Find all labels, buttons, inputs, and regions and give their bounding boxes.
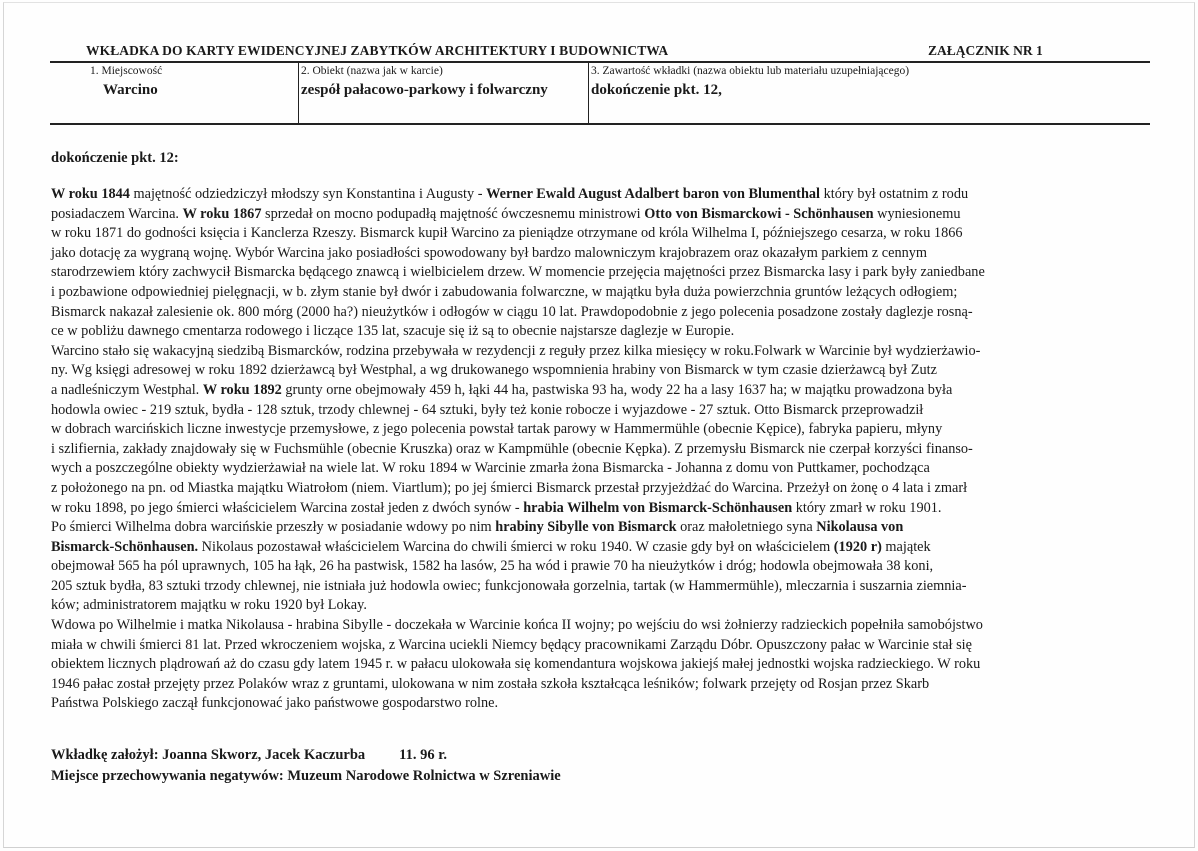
text-segment: z położonego na pn. od Miastka majątku Wiatrołom (niem. Viartlum); po jej śmierci Bismarck przestał przyjeżdżać do Warcina. Przeżył on żonę o 4 lata i zmarł xyxy=(51,479,968,496)
body-line xyxy=(51,303,1161,323)
text-segment: w roku 1871 do godności księcia i Kanclerza Rzeszy. Bismarck kupił Warcino za pieniądze otrzymane od króla Wilhelma I, późniejszego cesarza, w roku 1866 xyxy=(51,225,963,242)
bold-text: Nikolausa von xyxy=(816,519,904,536)
bold-text: hrabia Wilhelm von Bismarck-Schönhausen xyxy=(523,499,793,516)
locality-value: Warcino xyxy=(103,82,158,98)
text-segment: Po śmierci Wilhelma dobra warcińskie przeszły w posiadanie wdowy po nim xyxy=(51,519,496,536)
text-segment: sprzedał on mocno podupadłą majętność ówczesnemu ministrowi xyxy=(261,205,645,222)
text-segment: Wdowa po Wilhelmie i matka Nikolausa - hrabina Sibylle - doczekała w Warcinie końca II wojny; po wejściu do wsi żołnierzy radzieckich popełniła samobójstwo xyxy=(51,617,983,634)
text-segment: Bismarck nakazał zalesienie ok. 800 mórg (2000 ha?) nieużytków i odłogów w ciągu 10 lat. Prawdopodobnie z jego polecenia posadzone zostały daglezje rosną- xyxy=(51,303,973,320)
text-segment: jako dotację za wygraną wojnę. Wybór Warcina jako posiadłości spowodowany był bardzo malowniczym krajobrazem oraz okazałym parkiem z cennym xyxy=(51,244,928,261)
body-line xyxy=(51,616,1161,636)
body-line xyxy=(51,479,1161,499)
text-segment: który był ostatnim z rodu xyxy=(820,186,969,202)
text-segment: i szlifiernia, zakłady znajdowały się w Fuchsmühle (obecnie Kruszka) oraz w Kampmühle (obecnie Kępka). Z przemysłu Bismarck nie czerpał korzyści finanso- xyxy=(51,440,973,457)
text-segment: posiadaczem Warcina. xyxy=(51,205,183,222)
bold-text: W roku 1867 xyxy=(182,205,262,222)
body-line xyxy=(51,636,1161,656)
text-segment: obejmował 565 ha pól uprawnych, 105 ha łąk, 26 ha pastwisk, 1582 ha lasów, 25 ha wód i prawie 70 ha nieużytków i dróg; hodowla obejmowała 38 koni, xyxy=(51,558,934,575)
text-segment: a nadleśniczym Westphal. xyxy=(51,381,203,398)
text-segment: Warcino stało się wakacyjną siedzibą Bismarcków, rodzina przebywała w rezydencji z reguły przez kilka miesięcy w roku.Folwark w Warcinie był wydzierżawio- xyxy=(51,342,981,359)
text-segment: 205 sztuk bydła, 83 sztuki trzody chlewnej, nie istniała już hodowla owiec; funkcjonowała gorzelnia, tartak (w Hammermühle), mleczarnia i suszarnia ziemnia- xyxy=(51,577,967,594)
text-segment: grunty orne obejmowały 459 h, łąki 44 ha, pastwiska 93 ha, wody 22 ha a lasy 1637 ha; w majątku prowadzona była xyxy=(281,381,953,398)
text-segment: majętność odziedziczył młodszy syn Konstantina i Augusty - xyxy=(129,186,487,202)
header-rule xyxy=(50,61,1150,63)
body-line xyxy=(51,420,1161,440)
text-segment: oraz małoletniego syna xyxy=(676,519,817,536)
appendix-number: ZAŁĄCZNIK NR 1 xyxy=(928,43,1043,58)
body-line xyxy=(51,401,1161,421)
entry-date: 11. 96 r. xyxy=(399,747,447,763)
text-segment: Państwa Polskiego zaczął funkcjonować jako państwowe gospodarstwo rolne. xyxy=(51,695,499,712)
body-line xyxy=(51,361,1161,381)
body-line xyxy=(51,322,1161,342)
bold-text: Bismarck-Schönhausen. xyxy=(51,538,199,555)
body-line xyxy=(51,381,1161,401)
body-line xyxy=(51,577,1161,597)
body-line xyxy=(51,185,1161,205)
text-segment: 1946 pałac został przejęty przez Polaków wraz z gruntami, ulokowana w nim została szkoła kształcąca leśników; folwark przejęty od Rosjan przez Skarb xyxy=(51,675,930,692)
content-label: 3. Zawartość wkładki (nazwa obiektu lub materiału uzupełniającego) xyxy=(591,65,910,77)
footer-authors xyxy=(51,747,447,764)
text-segment: w roku 1898, po jego śmierci właścicielem Warcina został jeden z dwóch synów - xyxy=(51,499,524,516)
body-line xyxy=(51,244,1161,264)
bold-text: W roku 1892 xyxy=(202,381,282,398)
body-line xyxy=(51,518,1161,538)
text-segment: ce w pobliżu dawnego cmentarza rodowego i liczące 135 lat, szacuje się iż są to obecnie najstarsze daglezje w Europie. xyxy=(51,323,735,340)
text-segment: obiektem licznych plądrowań aż do czasu gdy latem 1945 r. w pałacu ulokowała się komendantura wojskowa jakiejś małej jednostki wojska radzieckiego. W roku xyxy=(51,656,981,673)
text-segment: miała w chwili śmierci 81 lat. Przed wkroczeniem wojska, z Warcina uciekli Niemcy będący pracownikami Zarządu Dóbr. Opuszczony pałac w Warcinie stał się xyxy=(51,636,972,653)
text-segment: Nikolaus pozostawał właścicielem Warcina do chwili śmierci w roku 1940. W czasie gdy był on właścicielem xyxy=(198,538,834,555)
field-divider xyxy=(588,62,589,123)
bold-text: Werner Ewald August Adalbert baron von Blumenthal xyxy=(486,186,821,202)
section-heading: dokończenie pkt. 12: xyxy=(51,150,179,166)
footer-negatives: Miejsce przechowywania negatywów: Muzeum Narodowe Rolnictwa w Szreniawie xyxy=(51,768,561,784)
body-line xyxy=(51,224,1161,244)
bold-text: Otto von Bismarckowi - Schönhausen xyxy=(644,205,874,222)
body-line xyxy=(51,440,1161,460)
body-line xyxy=(51,205,1161,225)
text-segment: hodowla owiec - 219 sztuk, bydła - 128 sztuk, trzody chlewnej - 64 sztuki, były też konie robocze i wyjazdowe - 27 sztuk. Otto Bismarck przeprowadził xyxy=(51,401,924,418)
body-line xyxy=(51,459,1161,479)
field-divider xyxy=(298,62,299,123)
body-line xyxy=(51,655,1161,675)
bold-text: hrabiny Sibylle von Bismarck xyxy=(495,519,677,536)
body-line xyxy=(51,499,1161,519)
body-line xyxy=(51,263,1161,283)
object-value: zespół pałacowo-parkowy i folwarczny xyxy=(301,82,548,98)
text-segment: majątek xyxy=(881,538,931,555)
form-title: WKŁADKA DO KARTY EWIDENCYJNEJ ZABYTKÓW ARCHITEKTURY I BUDOWNICTWA xyxy=(86,43,669,58)
locality-label: 1. Miejscowość xyxy=(90,65,163,77)
bold-text: W roku 1844 xyxy=(51,186,130,202)
body-line xyxy=(51,283,1161,303)
body-line xyxy=(51,596,1161,616)
body-text xyxy=(51,185,1161,714)
text-segment: który zmarł w roku 1901. xyxy=(792,499,942,516)
bold-text: (1920 r) xyxy=(833,538,882,555)
body-line xyxy=(51,694,1161,714)
text-segment: ków; administratorem majątku w roku 1920 był Lokay. xyxy=(51,597,367,614)
text-segment: w dobrach warcińskich liczne inwestycje przemysłowe, z jego polecenia powstał tartak parowy w Hammermühle (obecnie Kępice), fabryka papieru, młyny xyxy=(51,421,943,438)
text-segment: starodrzewiem który zachwycił Bismarcka będącego znawcą i wielbicielem drzew. W momencie przejęcia majętności przez Bismarcka lasy i park były zaniedbane xyxy=(51,264,985,281)
text-segment: i pozbawione odpowiedniej pielęgnacji, w b. złym stanie był dwór i zabudowania folwarczne, w majątku była duża powierzchnia gruntów leżących odłogiem; xyxy=(51,283,958,300)
body-line xyxy=(51,538,1161,558)
object-label: 2. Obiekt (nazwa jak w karcie) xyxy=(301,65,443,77)
body-line xyxy=(51,342,1161,362)
text-segment: ny. Wg księgi adresowej w roku 1892 dzierżawcą był Westphal, a wg drukowanego wspomnienia hrabiny von Bismarck w tym czasie dzierżawcą był Zutz xyxy=(51,362,937,379)
content-value: dokończenie pkt. 12, xyxy=(591,82,722,98)
authors-text: Wkładkę założył: Joanna Skworz, Jacek Kaczurba xyxy=(51,747,366,763)
body-line xyxy=(51,675,1161,695)
text-segment: wyniesionemu xyxy=(873,205,961,222)
body-line xyxy=(51,557,1161,577)
text-segment: wych a poszczególne obiekty wydzierżawiał na wiele lat. W roku 1894 w Warcinie zmarła żona Bismarcka - Johanna z domu von Puttkamer, pochodząca xyxy=(51,460,930,477)
header-bottom-rule xyxy=(50,123,1150,125)
